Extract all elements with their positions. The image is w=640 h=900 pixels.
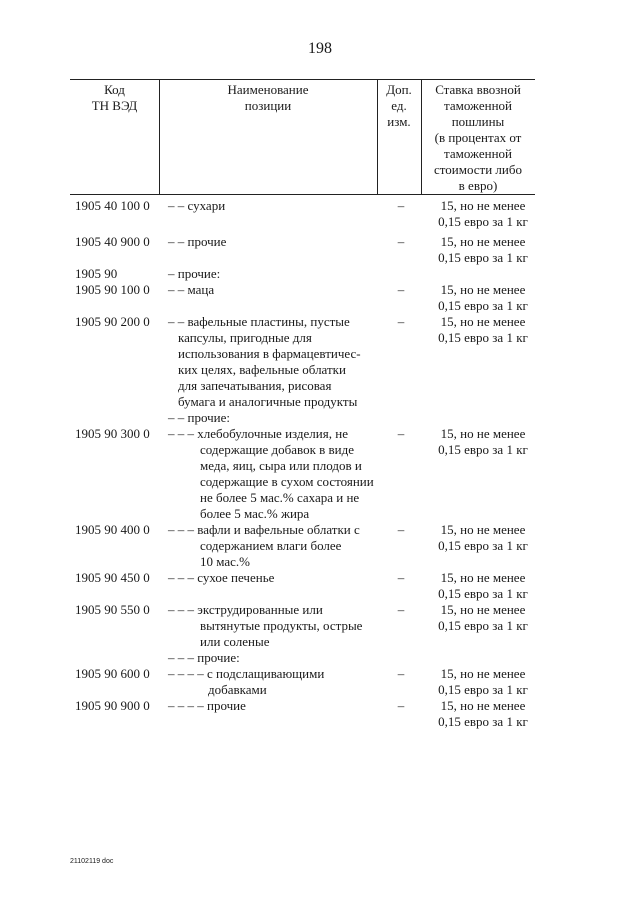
row-rate — [428, 666, 538, 698]
row-rate-line: 15, но не менее — [440, 198, 526, 213]
row-name — [168, 314, 383, 410]
row-name-line: содержащие в сухом состоянии — [200, 474, 374, 489]
row-name-line: – – – экструдированные или — [168, 602, 323, 617]
row-name-line: содержанием влаги более — [200, 538, 342, 553]
header-rate-line: пошлины — [451, 114, 505, 129]
header-unit-line: ед. — [391, 98, 407, 113]
row-name-line: содержащие добавок в виде — [200, 442, 355, 457]
table-row — [0, 698, 640, 730]
row-name-line: не более 5 мас.% сахара и не — [200, 490, 360, 505]
row-name-line: – – – вафли и вафельные облатки с — [168, 522, 360, 537]
row-rate-line: 0,15 евро за 1 кг — [438, 330, 528, 345]
row-rate — [428, 426, 538, 458]
header-unit — [377, 82, 421, 130]
row-name-line: ких целях, вафельные облатки — [178, 362, 346, 377]
row-unit: – — [397, 234, 405, 249]
row-rate-line: 0,15 евро за 1 кг — [438, 714, 528, 729]
row-name — [168, 426, 383, 522]
table-header-rule — [70, 194, 535, 195]
row-code: 1905 90 600 0 — [75, 666, 150, 681]
row-code: 1905 90 200 0 — [75, 314, 150, 329]
page-number: 198 — [308, 40, 332, 57]
row-name-line: добавками — [208, 682, 267, 697]
row-rate-line: 15, но не менее — [440, 314, 526, 329]
row-rate — [428, 314, 538, 346]
row-name-line: капсулы, пригодные для — [178, 330, 312, 345]
row-name-line: меда, яиц, сыра или плодов и — [200, 458, 362, 473]
row-unit: – — [397, 426, 405, 441]
table-row — [0, 426, 640, 522]
header-unit-line: Доп. — [386, 82, 412, 97]
header-rate-line: стоимости либо — [433, 162, 522, 177]
row-name — [168, 666, 383, 698]
row-name — [168, 266, 383, 282]
table-row — [0, 410, 640, 426]
table-row — [0, 282, 640, 314]
row-rate-line: 0,15 евро за 1 кг — [438, 298, 528, 313]
row-code: 1905 90 — [75, 266, 118, 281]
header-code — [70, 82, 159, 114]
header-code-line: Код — [104, 82, 125, 97]
row-code: 1905 40 100 0 — [75, 198, 150, 213]
row-rate — [428, 698, 538, 730]
row-name-line: или соленые — [200, 634, 270, 649]
row-name-line: использования в фармацевтичес- — [178, 346, 361, 361]
row-name — [168, 410, 383, 426]
row-rate — [428, 602, 538, 634]
table-row — [0, 522, 640, 570]
row-unit: – — [397, 282, 405, 297]
row-name-line: бумага и аналогичные продукты — [178, 394, 358, 409]
header-rate-line: в евро) — [458, 178, 498, 193]
row-code: 1905 90 900 0 — [75, 698, 150, 713]
header-name-line: позиции — [244, 98, 292, 113]
row-unit: – — [397, 522, 405, 537]
row-code: 1905 90 100 0 — [75, 282, 150, 297]
row-rate-line: 15, но не менее — [440, 570, 526, 585]
table-top-rule — [70, 79, 535, 80]
row-name-line: – – сухари — [168, 198, 226, 213]
row-name — [168, 282, 383, 298]
header-rate-line: таможенной — [444, 146, 512, 161]
header-rate-line: (в процентах от — [434, 130, 522, 145]
row-rate — [428, 282, 538, 314]
row-code: 1905 90 550 0 — [75, 602, 150, 617]
row-unit: – — [397, 570, 405, 585]
footer-doc-id: 21102119 doc — [70, 858, 114, 865]
row-name-line: – – вафельные пластины, пустые — [168, 314, 350, 329]
header-unit-line: изм. — [387, 114, 411, 129]
row-rate-line: 0,15 евро за 1 кг — [438, 214, 528, 229]
row-rate — [428, 570, 538, 602]
row-rate-line: 15, но не менее — [440, 426, 526, 441]
row-name-line: 10 мас.% — [200, 554, 251, 569]
row-name-line: – – – прочие: — [168, 650, 240, 665]
table-row — [0, 666, 640, 698]
row-rate — [428, 234, 538, 266]
row-name — [168, 650, 383, 666]
table-row — [0, 198, 640, 230]
header-rate-line: таможенной — [444, 98, 512, 113]
row-unit: – — [397, 666, 405, 681]
row-rate-line: 0,15 евро за 1 кг — [438, 250, 528, 265]
row-rate-line: 0,15 евро за 1 кг — [438, 442, 528, 457]
row-name — [168, 522, 383, 570]
row-rate-line: 0,15 евро за 1 кг — [438, 682, 528, 697]
header-name — [159, 82, 377, 114]
header-rate-line: Ставка ввозной — [435, 82, 521, 97]
row-rate-line: 15, но не менее — [440, 522, 526, 537]
row-code: 1905 40 900 0 — [75, 234, 150, 249]
row-unit: – — [397, 314, 405, 329]
row-rate-line: 0,15 евро за 1 кг — [438, 538, 528, 553]
header-code-line: ТН ВЭД — [91, 98, 138, 113]
row-name — [168, 198, 383, 214]
row-name-line: более 5 мас.% жира — [200, 506, 310, 521]
row-name-line: вытянутые продукты, острые — [200, 618, 363, 633]
row-code: 1905 90 400 0 — [75, 522, 150, 537]
row-unit: – — [397, 198, 405, 213]
row-name — [168, 234, 383, 250]
row-unit: – — [397, 698, 405, 713]
row-rate-line: 15, но не менее — [440, 282, 526, 297]
row-name — [168, 570, 383, 586]
row-name-line: – – – – с подслащивающими — [168, 666, 325, 681]
header-rate — [421, 82, 535, 194]
table-row — [0, 314, 640, 410]
row-name-line: – прочие: — [168, 266, 221, 281]
row-rate-line: 15, но не менее — [440, 698, 526, 713]
row-name — [168, 698, 383, 714]
table-row — [0, 650, 640, 666]
row-name-line: – – – сухое печенье — [168, 570, 275, 585]
row-name-line: – – маца — [168, 282, 215, 297]
table-row — [0, 234, 640, 266]
row-unit: – — [397, 602, 405, 617]
row-name-line: – – прочие: — [168, 410, 230, 425]
row-name — [168, 602, 383, 650]
table-row — [0, 602, 640, 650]
table-body — [0, 198, 640, 730]
row-name-line: – – – – прочие — [168, 698, 246, 713]
table-row — [0, 266, 640, 282]
row-rate-line: 15, но не менее — [440, 666, 526, 681]
row-rate-line: 15, но не менее — [440, 234, 526, 249]
row-rate-line: 0,15 евро за 1 кг — [438, 586, 528, 601]
header-name-line: Наименование — [227, 82, 309, 97]
table-row — [0, 570, 640, 602]
row-code: 1905 90 300 0 — [75, 426, 150, 441]
row-rate — [428, 522, 538, 554]
row-name-line: для запечатывания, рисовая — [178, 378, 332, 393]
row-rate-line: 15, но не менее — [440, 602, 526, 617]
row-rate — [428, 198, 538, 230]
row-name-line: – – прочие — [168, 234, 227, 249]
row-rate-line: 0,15 евро за 1 кг — [438, 618, 528, 633]
row-name-line: – – – хлебобулочные изделия, не — [168, 426, 348, 441]
row-code: 1905 90 450 0 — [75, 570, 150, 585]
